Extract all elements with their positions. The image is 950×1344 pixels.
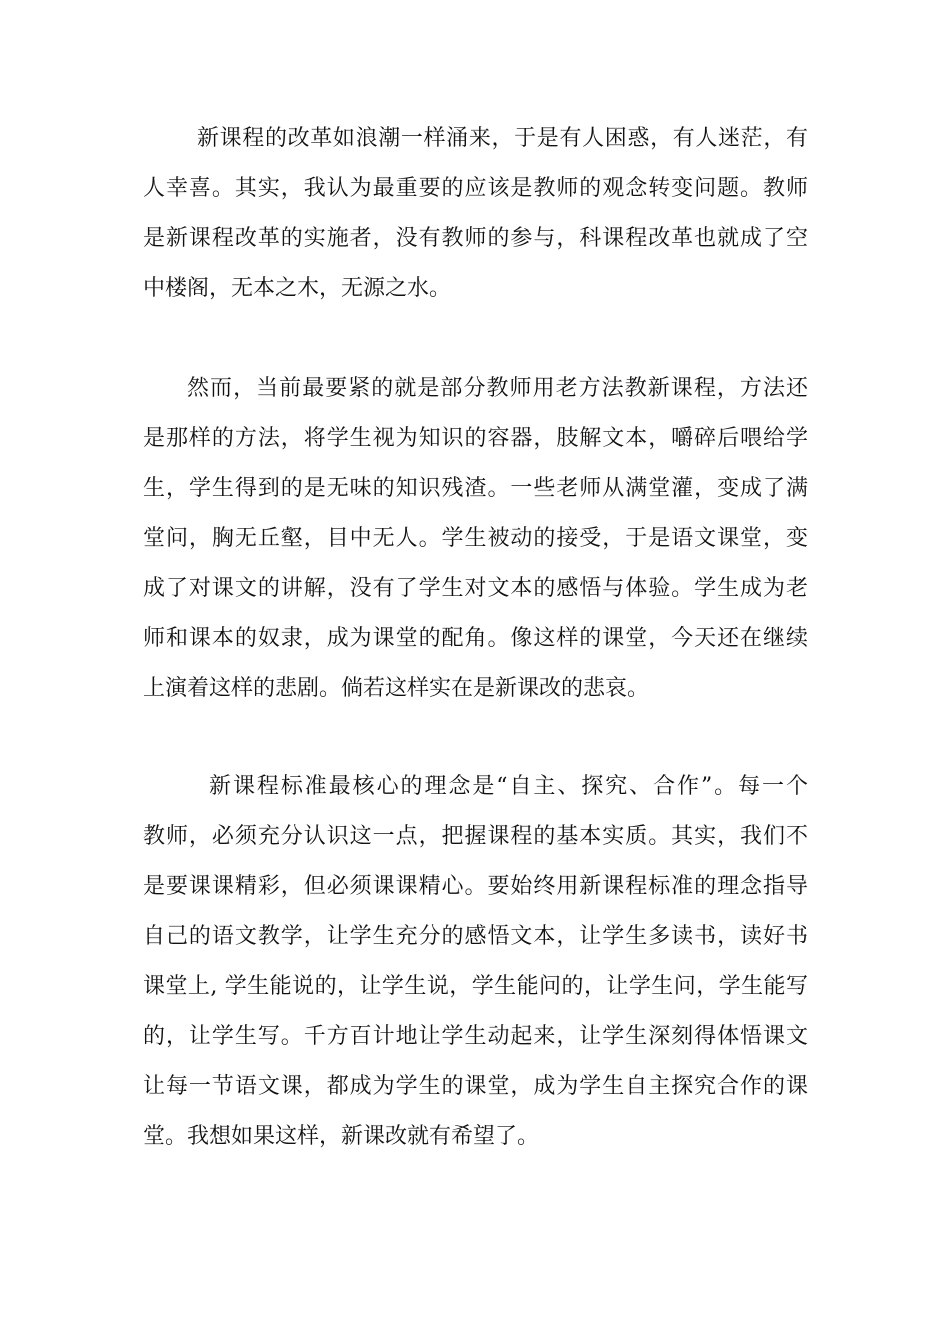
paragraph-3-line-4: 自己的语文教学，让学生充分的感悟文本，让学生多读书，读好书 — [143, 924, 808, 949]
paragraph-2-line-6: 师和课本的奴隶，成为课堂的配角。像这样的课堂，今天还在继续 — [143, 626, 808, 651]
paragraph-3-line-1: 新课程标准最核心的理念是“自主、探究、合作”。每一个 — [209, 774, 808, 799]
paragraph-3-line-7: 让每一节语文课，都成为学生的课堂，成为学生自主探究合作的课 — [143, 1074, 808, 1099]
paragraph-2-line-3: 生，学生得到的是无味的知识残渣。一些老师从满堂灌，变成了满 — [143, 476, 808, 501]
paragraph-2-line-7: 上演着这样的悲剧。倘若这样实在是新课改的悲哀。 — [143, 676, 650, 701]
paragraph-1-line-1: 新课程的改革如浪潮一样涌来，于是有人困惑，有人迷茫，有 — [197, 126, 808, 151]
paragraph-1-line-3: 是新课程改革的实施者，没有教师的参与，科课程改革也就成了空 — [143, 226, 808, 251]
paragraph-3-line-8: 堂。我想如果这样，新课改就有希望了。 — [143, 1124, 540, 1149]
paragraph-3-line-3: 是要课课精彩，但必须课课精心。要始终用新课程标准的理念指导 — [143, 874, 808, 899]
paragraph-1-line-4: 中楼阁，无本之木，无源之水。 — [143, 276, 452, 301]
paragraph-2-line-4: 堂问，胸无丘壑，目中无人。学生被动的接受，于是语文课堂，变 — [143, 526, 808, 551]
paragraph-1-line-2: 人幸喜。其实，我认为最重要的应该是教师的观念转变问题。教师 — [143, 176, 808, 201]
paragraph-2-line-5: 成了对课文的讲解，没有了学生对文本的感悟与体验。学生成为老 — [143, 576, 808, 601]
paragraph-2-line-1: 然而，当前最要紧的就是部分教师用老方法教新课程，方法还 — [187, 376, 808, 401]
paragraph-2-line-2: 是那样的方法，将学生视为知识的容器，肢解文本，嚼碎后喂给学 — [143, 426, 808, 451]
paragraph-3-line-5: 课堂上, 学生能说的，让学生说，学生能问的，让学生问，学生能写 — [143, 974, 808, 999]
paragraph-3-line-6: 的，让学生写。千方百计地让学生动起来，让学生深刻得体悟课文 — [143, 1024, 808, 1049]
paragraph-3-line-2: 教师，必须充分认识这一点，把握课程的基本实质。其实，我们不 — [143, 824, 808, 849]
